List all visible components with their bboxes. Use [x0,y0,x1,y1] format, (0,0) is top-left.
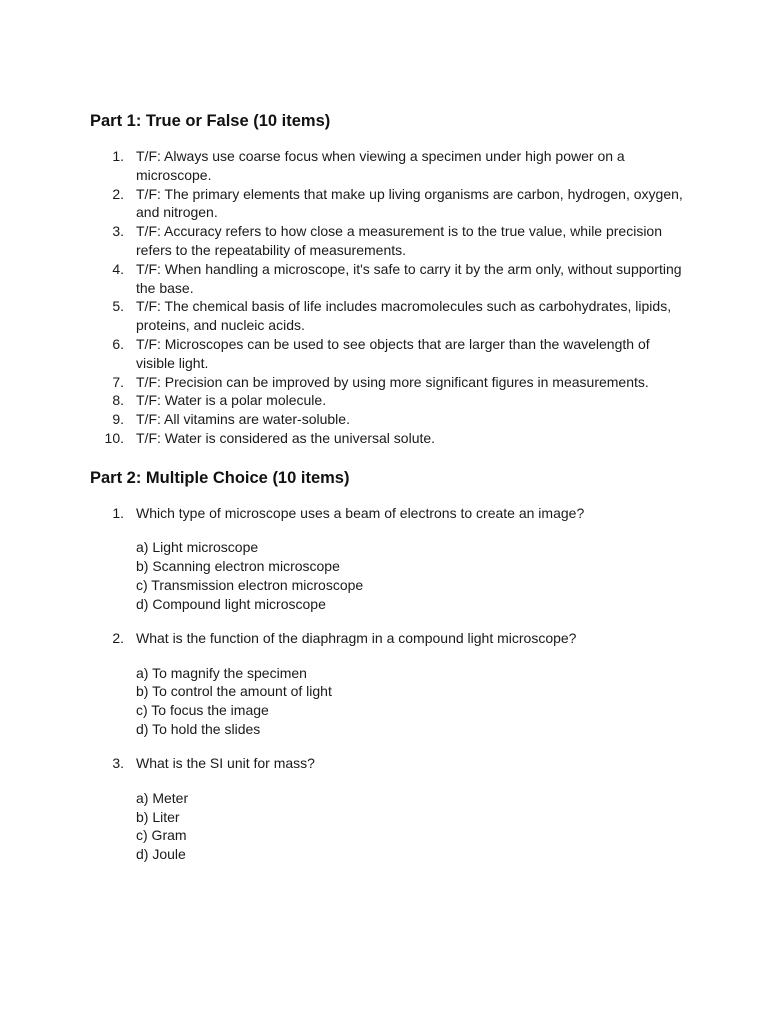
tf-item [90,260,690,298]
tf-item [90,429,690,448]
answer-option: a) Meter [136,789,189,806]
item-text: T/F: Always use coarse focus when viewing a specimen under high power on a microscope. [136,148,625,183]
question-text: What is the SI unit for mass? [136,755,315,772]
answer-options [136,538,690,613]
question-text: Which type of microscope uses a beam of electrons to create an image? [136,505,585,521]
item-text: T/F: Accuracy refers to how close a measurement is to the true value, while precision refers to the repeatability of measurements. [136,223,663,258]
answer-option: c) Gram [136,827,187,844]
answer-option: b) Scanning electron microscope [136,558,340,575]
answer-option: a) Light microscope [136,539,259,556]
mc-question-item [90,629,690,739]
question-number: 3. [112,755,124,772]
answer-options [136,789,690,864]
answer-options [136,664,690,739]
question-text: What is the function of the diaphragm in a compound light microscope? [136,630,577,647]
item-number: 9. [112,411,124,428]
item-number: 7. [112,373,124,390]
answer-option: c) Transmission electron microscope [136,576,364,593]
part2-heading: Part 2: Multiple Choice (10 items) [90,469,350,487]
part1-heading: Part 1: True or False (10 items) [90,112,331,130]
answer-option: d) Joule [136,846,186,863]
question-number: 1. [112,505,124,521]
item-number: 5. [112,298,124,315]
item-text: T/F: The chemical basis of life includes macromolecules such as carbohydrates, lipids, proteins, and nucleic acids. [136,298,672,334]
tf-item [90,185,690,223]
mc-question-item [90,504,690,614]
multiple-choice-list [90,504,690,880]
item-number: 4. [112,260,124,277]
item-text: T/F: When handling a microscope, it's safe to carry it by the arm only, without supporting the base. [136,260,682,296]
tf-item [90,391,690,410]
tf-item [90,410,690,429]
answer-option: d) Compound light microscope [136,595,326,612]
item-text: T/F: Water is a polar molecule. [136,392,327,409]
item-number: 3. [112,223,124,240]
item-number: 1. [112,148,124,164]
item-text: T/F: Precision can be improved by using more significant figures in measurements. [136,373,649,390]
item-text: T/F: All vitamins are water-soluble. [136,411,350,428]
item-text: T/F: Water is considered as the universal solute. [136,429,436,446]
tf-item [90,147,690,185]
item-number: 8. [112,392,124,409]
tf-item [90,335,690,373]
item-text: T/F: Microscopes can be used to see objects that are larger than the wavelength of visible light. [136,335,650,371]
tf-item [90,373,690,392]
tf-item [90,222,690,260]
answer-option: a) To magnify the specimen [136,664,307,681]
mc-question-item [90,754,690,864]
tf-item [90,297,690,335]
answer-option: c) To focus the image [136,702,269,719]
question-number: 2. [112,630,124,647]
true-false-list [90,147,690,448]
item-number: 6. [112,335,124,352]
answer-option: b) To control the amount of light [136,683,332,700]
item-text: T/F: The primary elements that make up living organisms are carbon, hydrogen, oxygen, and nitrogen. [136,185,683,221]
item-number: 2. [112,185,124,202]
answer-option: b) Liter [136,808,180,825]
answer-option: d) To hold the slides [136,720,261,737]
item-number: 10. [104,429,124,446]
